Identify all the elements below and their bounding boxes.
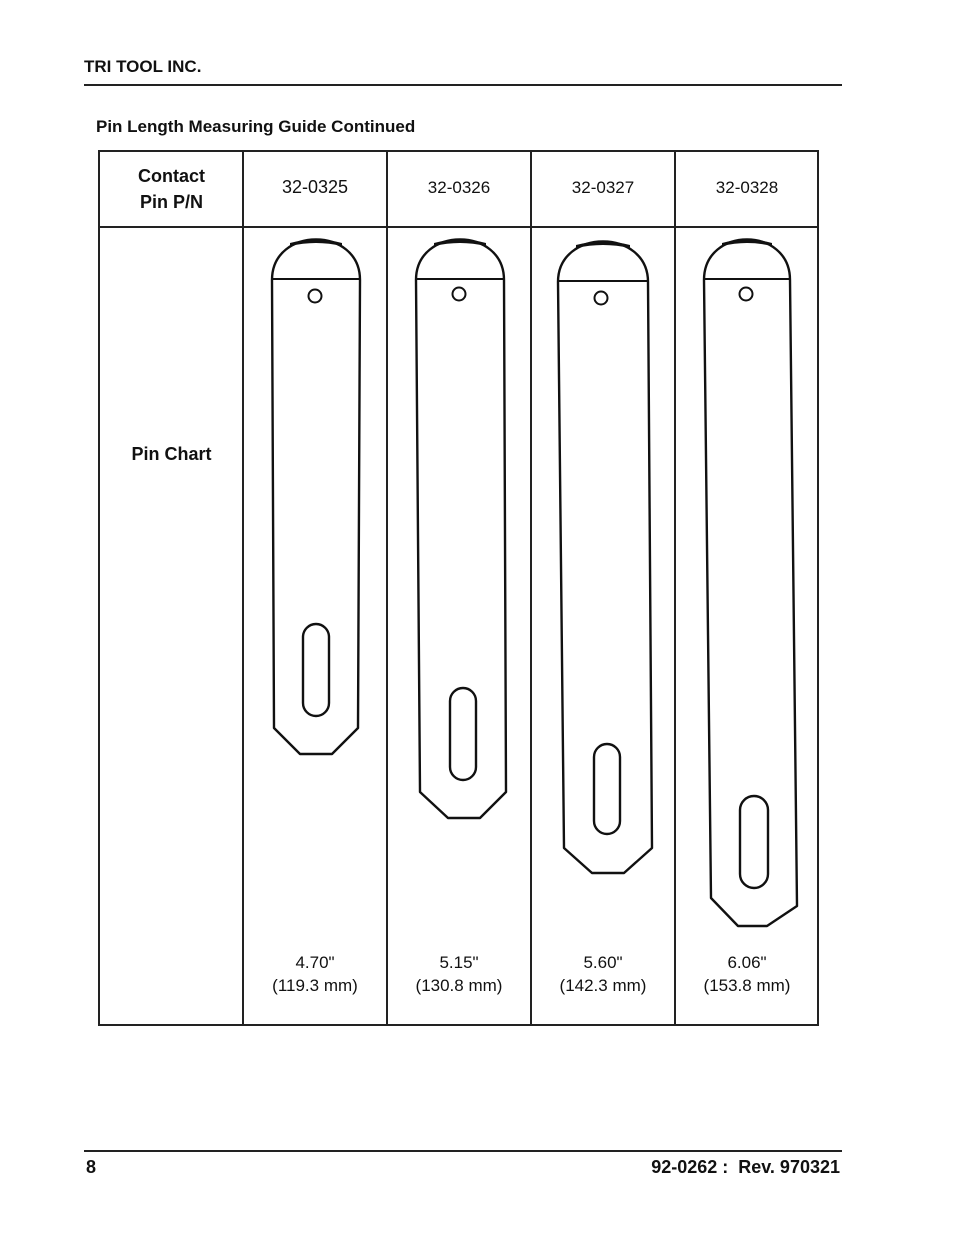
pin-length-mm: (119.3 mm) [272,976,358,995]
header-rule [84,84,842,86]
pin-length [676,951,818,997]
pin-length-mm: (130.8 mm) [415,976,503,995]
contact-pin-32-0326-drawing [388,228,530,828]
pin-chart-label: Pin Chart [131,444,212,464]
section-title: Pin Length Measuring Guide Continued [96,117,416,136]
contact-pin-32-0328-drawing [676,228,818,938]
part-number: 32-0325 [281,177,349,197]
contact-pin-32-0325-drawing [244,228,386,788]
part-number: 32-0326 [427,178,491,197]
page-number: 8 [86,1157,97,1177]
company-name: TRI TOOL INC. [84,57,202,76]
pin-length-inches: 6.06" [727,953,767,972]
part-number: 32-0327 [571,178,635,197]
pin-length-inches: 5.15" [439,953,479,972]
header-label-line2: Pin P/N [139,192,203,212]
pin-length [532,951,674,997]
footer-rule [84,1150,842,1152]
pin-length-inches: 5.60" [583,953,623,972]
document-reference: 92-0262 : Rev. 970321 [651,1157,840,1177]
pin-length [388,951,530,997]
pin-length-mm: (142.3 mm) [559,976,647,995]
pin-length-inches: 4.70" [295,953,335,972]
pin-length-mm: (153.8 mm) [703,976,791,995]
part-number: 32-0328 [715,178,779,197]
contact-pin-pn-header [100,163,243,215]
pin-length [244,951,386,997]
header-label-line1: Contact [138,166,205,186]
contact-pin-32-0327-drawing [532,228,674,888]
